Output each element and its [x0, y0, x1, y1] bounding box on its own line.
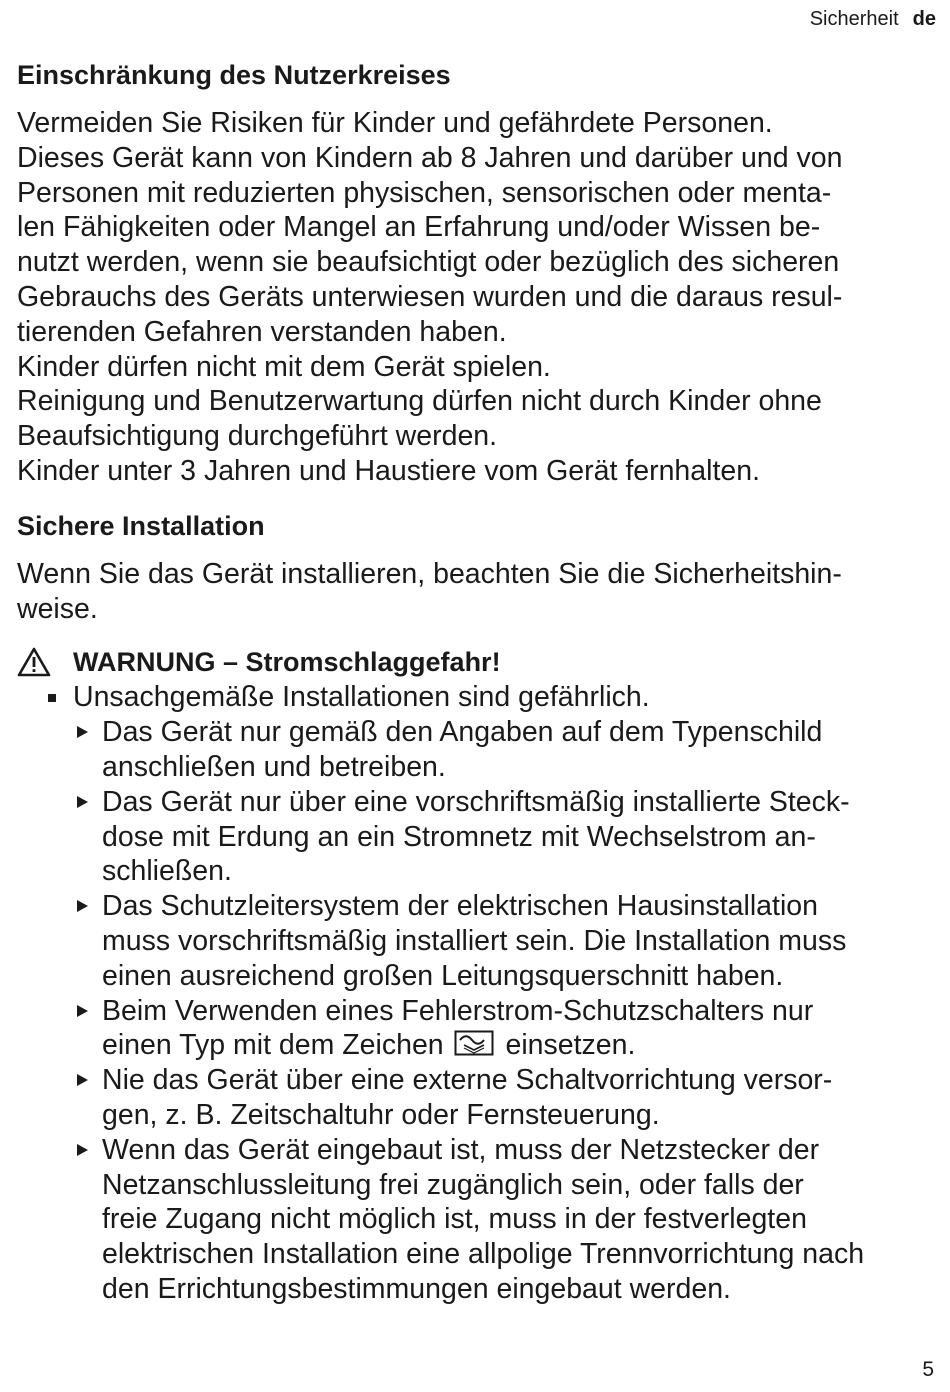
step-line-text: einen Typ mit dem Zeichen — [102, 1029, 444, 1062]
instruction-step — [102, 889, 942, 993]
warning-title: WARNUNG – Stromschlaggefahr! — [73, 647, 501, 678]
paragraph-line: Kinder unter 3 Jahren und Haustiere vom Gerät fernhalten. — [17, 454, 761, 487]
paragraph-line: Beaufsichtigung durchgeführt werden. — [17, 420, 498, 453]
paragraph-line: tierenden Gefahren verstanden haben. — [17, 315, 507, 348]
section-heading-safe-installation: Sichere Installation — [17, 510, 265, 541]
paragraph-line: Personen mit reduzierten physischen, sensorischen oder menta- — [17, 176, 832, 209]
step-line: Das Gerät nur über eine vorschriftsmäßig installierte Steck- — [102, 785, 850, 818]
paragraph-line: Gebrauchs des Geräts unterwiesen wurden und die daraus resul- — [17, 280, 843, 313]
step-line: schließen. — [102, 855, 232, 888]
step-line-with-symbol — [102, 1028, 942, 1063]
square-bullet-icon — [48, 694, 56, 702]
warning-triangle-icon — [17, 647, 51, 677]
paragraph-line: nutzt werden, wenn sie beaufsichtigt oder bezüglich des sicheren — [17, 246, 840, 279]
step-line: muss vorschriftsmäßig installiert sein. Die Installation muss — [102, 924, 847, 957]
step-line: freie Zugang nicht möglich ist, muss in der festverlegten — [102, 1203, 807, 1236]
page-number: 5 — [922, 1358, 934, 1381]
warning-bullet-text: Unsachgemäße Installationen sind gefährlich. — [73, 681, 650, 714]
instruction-step — [102, 1133, 942, 1307]
page-header — [810, 8, 936, 31]
paragraph-line: weise. — [17, 592, 98, 625]
warning-bullet — [17, 680, 942, 715]
step-line-text: einsetzen. — [505, 1029, 636, 1062]
section-heading-user-restriction: Einschränkung des Nutzerkreises — [17, 60, 451, 90]
step-line: Nie das Gerät über eine externe Schaltvorrichtung versor- — [102, 1064, 833, 1097]
header-language-code: de — [912, 8, 936, 30]
step-arrow-icon — [77, 1005, 88, 1017]
instruction-step — [102, 715, 942, 785]
step-line: elektrischen Installation eine allpolige Trennvorrichtung nach — [102, 1238, 865, 1271]
rcd-type-symbol-icon — [454, 1030, 494, 1056]
step-line: Das Schutzleitersystem der elektrischen Hausinstallation — [102, 890, 818, 923]
section-body-safe-installation — [17, 557, 942, 627]
step-arrow-icon — [77, 900, 88, 912]
header-section-title: Sicherheit — [809, 8, 899, 30]
step-line: gen, z. B. Zeitschaltuhr oder Fernsteuerung. — [102, 1098, 660, 1131]
step-arrow-icon — [77, 726, 88, 738]
step-line: dose mit Erdung an ein Stromnetz mit Wechselstrom an- — [102, 820, 816, 853]
step-line: Wenn das Gerät eingebaut ist, muss der Netzstecker der — [102, 1133, 820, 1166]
instruction-step — [102, 994, 942, 1064]
step-line: Netzanschlussleitung frei zugänglich sein, oder falls der — [102, 1168, 804, 1201]
paragraph-line: Wenn Sie das Gerät installieren, beachten Sie die Sicherheitshin- — [17, 557, 842, 590]
paragraph-line: Vermeiden Sie Risiken für Kinder und gefährdete Personen. — [17, 107, 773, 139]
instruction-step — [102, 785, 942, 889]
step-line: einen ausreichend großen Leitungsquerschnitt haben. — [102, 959, 784, 992]
section-body-user-restriction — [17, 106, 942, 489]
page-content — [17, 56, 942, 1307]
step-arrow-icon — [77, 796, 88, 808]
instruction-step — [102, 1063, 942, 1133]
step-line: Das Gerät nur gemäß den Angaben auf dem Typenschild — [102, 716, 823, 749]
paragraph-line: Reinigung und Benutzerwartung dürfen nicht durch Kinder ohne — [17, 385, 822, 418]
warning-heading — [17, 644, 942, 680]
paragraph-line: len Fähigkeiten oder Mangel an Erfahrung und/oder Wissen be- — [17, 211, 821, 244]
step-line: den Errichtungsbestimmungen eingebaut werden. — [102, 1272, 731, 1305]
step-arrow-icon — [77, 1074, 88, 1086]
step-arrow-icon — [77, 1144, 88, 1156]
step-line: Beim Verwenden eines Fehlerstrom-Schutzschalters nur — [102, 994, 814, 1027]
paragraph-line: Kinder dürfen nicht mit dem Gerät spielen. — [17, 350, 551, 383]
step-line: anschließen und betreiben. — [102, 750, 446, 783]
paragraph-line: Dieses Gerät kann von Kindern ab 8 Jahren und darüber und von — [17, 141, 843, 174]
instruction-steps — [17, 715, 942, 1307]
